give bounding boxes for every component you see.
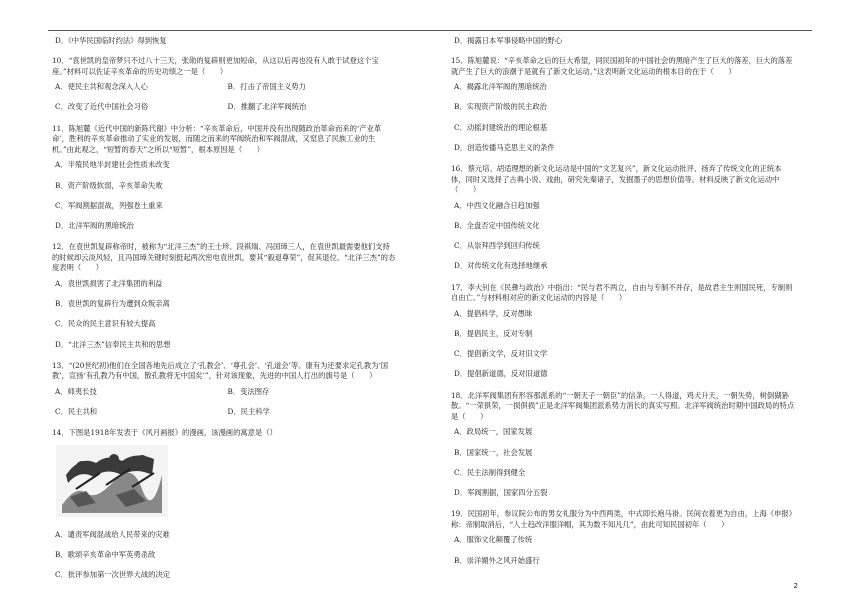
question-stem: 11．陈旭麓《近代中国的新陈代谢》中分析：“辛亥革命后，中国并没有出现随政治革命而来的‘产业革命’，胜利的辛亥革命推动了实业的发展，而随之而来的军阀统治和军阀混战，又窒息了民族工业的生机。”由此观之，“短暂的春天”之所以“短暂”，根本原因是（ ）: [52, 123, 382, 154]
question-stem: 16．蔡元培、胡适理想的新文化运动是中国的“文艺复兴”，新文化运动批评、扬弃了传统文化的正统本体，同时又选择了古典小说、戏曲，研究先秦诸子，发掘墨子的思想价值等。材料反映了新文化运动中（ ）: [451, 164, 782, 195]
question-17: [451, 283, 796, 385]
option-d[interactable]: D．提倡新道德，反对旧道德: [454, 369, 548, 379]
option-c[interactable]: C．从崇拜西学到回归传统: [454, 241, 540, 251]
option-c[interactable]: C．批评参加第一次世界大战的决定: [55, 569, 171, 579]
option-b[interactable]: B．变法图存: [227, 386, 270, 396]
question-15: [451, 56, 796, 158]
carry-over-option: D．《中华民国临时约法》得到恢复: [55, 36, 167, 45]
option-a[interactable]: A．服饰文化颠覆了传统: [454, 535, 533, 545]
option-a[interactable]: A．使民主共和观念深入人心: [55, 82, 148, 92]
header-rule: [48, 30, 812, 31]
question-18: [451, 391, 796, 504]
option-d[interactable]: D．推翻了北洋军阀统治: [227, 102, 307, 112]
question-stem: 14．下图是1918年发表于《风月画报》的漫画，该漫画的寓意是（）: [52, 428, 277, 438]
question-stem: 10．“袁世凯的皇帝梦只不过八十三天，张勋的复辟则更加短命，从这以后再也没有人敢于试登这个宝座。”材料可以佐证辛亥革命的历史功绩之一是（ ）: [52, 56, 379, 76]
option-a[interactable]: A．揭露北洋军阀的黑暗统治: [454, 82, 547, 92]
option-c[interactable]: C．提倡新文学，反对旧文学: [454, 349, 548, 359]
question-19: [451, 509, 796, 571]
question-stem: 15．陈旭麓说：“辛亥革命之后的巨大希望，同民国初年的中国社会的黑暗产生了巨大的落差，巨大的落差就产生了巨大的浪潮于是就有了新文化运动。”这表明新文化运动的根本目的在于（ ）: [451, 56, 793, 76]
option-d[interactable]: D．对传统文化有选择地继承: [454, 261, 548, 271]
left-column: [52, 34, 397, 591]
option-b[interactable]: B．全盘否定中国传统文化: [454, 220, 540, 230]
option-a[interactable]: A．师夷长技: [55, 386, 97, 396]
question-10: [52, 56, 397, 118]
option-b[interactable]: B．实现资产阶级的民主政治: [454, 102, 547, 112]
question-14: [52, 428, 397, 585]
option-d[interactable]: D．“北洋三杰”信奉民主共和的思想: [55, 339, 171, 349]
page-number: 2: [793, 582, 798, 590]
option-a[interactable]: A．袁世凯损害了北洋集团的利益: [55, 278, 163, 288]
option-b[interactable]: B．提倡民主，反对专制: [454, 328, 533, 338]
option-a[interactable]: A．半殖民地半封建社会性质未改变: [55, 160, 170, 170]
option-b[interactable]: B．崇洋媚外之风开始盛行: [454, 555, 540, 565]
option-b[interactable]: B．袁世凯的复辟行为遭到众叛亲离: [55, 299, 170, 309]
option-c[interactable]: C．军阀割据混战，列强卷土重来: [55, 200, 163, 210]
option-d[interactable]: D．北洋军阀的黑暗统治: [55, 220, 134, 230]
question-stem: 13．“(20世纪初)他们在全国各地先后成立了‘孔教会’、‘尊孔会’、‘孔道会’等。康有为还要求定孔教为‘国教’，宣扬‘有孔教乃有中国，散孔教将无中国矣’”，针对该现象，先进的中国人打出的旗号是（ ）: [52, 360, 389, 381]
question-stem: 17．李大钊在《民彝与政治》中指出：“民与君不两立，自由与专制不并存，是故君主生则国民死，专制则自由亡。”与材料相对应的新文化运动的内容是（ ）: [451, 282, 793, 303]
option-b[interactable]: B．歌颂辛亥革命中军英勇杀敌: [55, 549, 156, 559]
option-a[interactable]: A．中西文化融合日趋加强: [454, 200, 540, 210]
option-b[interactable]: B．资产阶级软弱，辛亥革命失败: [55, 180, 163, 190]
option-d[interactable]: D．军阀割据，国家四分五裂: [454, 487, 548, 497]
option-c[interactable]: C．动摇封建统治的理论根基: [454, 122, 548, 132]
question-stem: 18．北洋军阀集团有形容那派系的“一朝天子一朝臣”的信条，一人得道，鸡犬升天，一朝失势，树倒猢狲散。“一荣俱荣，一损俱损”正是北洋军阀集团派系势力消长的真实写照。北洋军阀统治时期中国政局的特点是（ ）: [451, 390, 795, 421]
option-c[interactable]: C．民众的民主意识有较大提高: [55, 319, 156, 329]
option-b[interactable]: B．打击了帝国主义势力: [227, 82, 306, 92]
carry-over-option: D．揭露日本军事侵略中国的野心: [454, 36, 563, 45]
question-stem: 19．民国初年，参议院公布的男女礼服分为中西两类，中式即长袍马褂。民间衣着更为自由，上海《申报》称：帝制取消后，“人士趋改洋服洋帽，其为数不知凡几”，由此可知民国初年（ ）: [451, 509, 796, 529]
option-grid: [52, 77, 397, 117]
option-a[interactable]: A．政局统一，国家发展: [454, 427, 533, 437]
option-b[interactable]: B．国家统一，社会发展: [454, 447, 533, 457]
option-a[interactable]: A．提倡科学，反对愚昧: [454, 308, 533, 318]
option-c[interactable]: C．民主法制得到健全: [454, 467, 526, 477]
question-12: [52, 242, 397, 355]
option-grid: [52, 382, 397, 422]
option-d[interactable]: D．创造传播马克思主义的条件: [454, 142, 555, 152]
right-column: [451, 34, 796, 577]
question-13: [52, 361, 397, 423]
option-c[interactable]: C．民主共和: [55, 407, 98, 417]
question-16: [451, 164, 796, 277]
option-d[interactable]: D．民主科学: [227, 407, 270, 417]
cartoon-illustration-icon: [56, 445, 168, 517]
option-a[interactable]: A．谴责军阀混战给人民带来的灾难: [55, 529, 170, 539]
question-stem: 12．在袁世凯复辟称帝时，被称为“北洋三杰”的王士珍、段祺瑞、冯国璋三人，在袁世凯最需要他们支持的时候却云淡风轻，且冯国璋关键时刻挺起两次密电袁世凯，要其“毅退尊荣”，促其退位。“北洋三杰”的态度表明（ ）: [52, 242, 396, 273]
question-11: [52, 124, 397, 237]
option-c[interactable]: C．改变了近代中国社会习俗: [55, 102, 149, 112]
